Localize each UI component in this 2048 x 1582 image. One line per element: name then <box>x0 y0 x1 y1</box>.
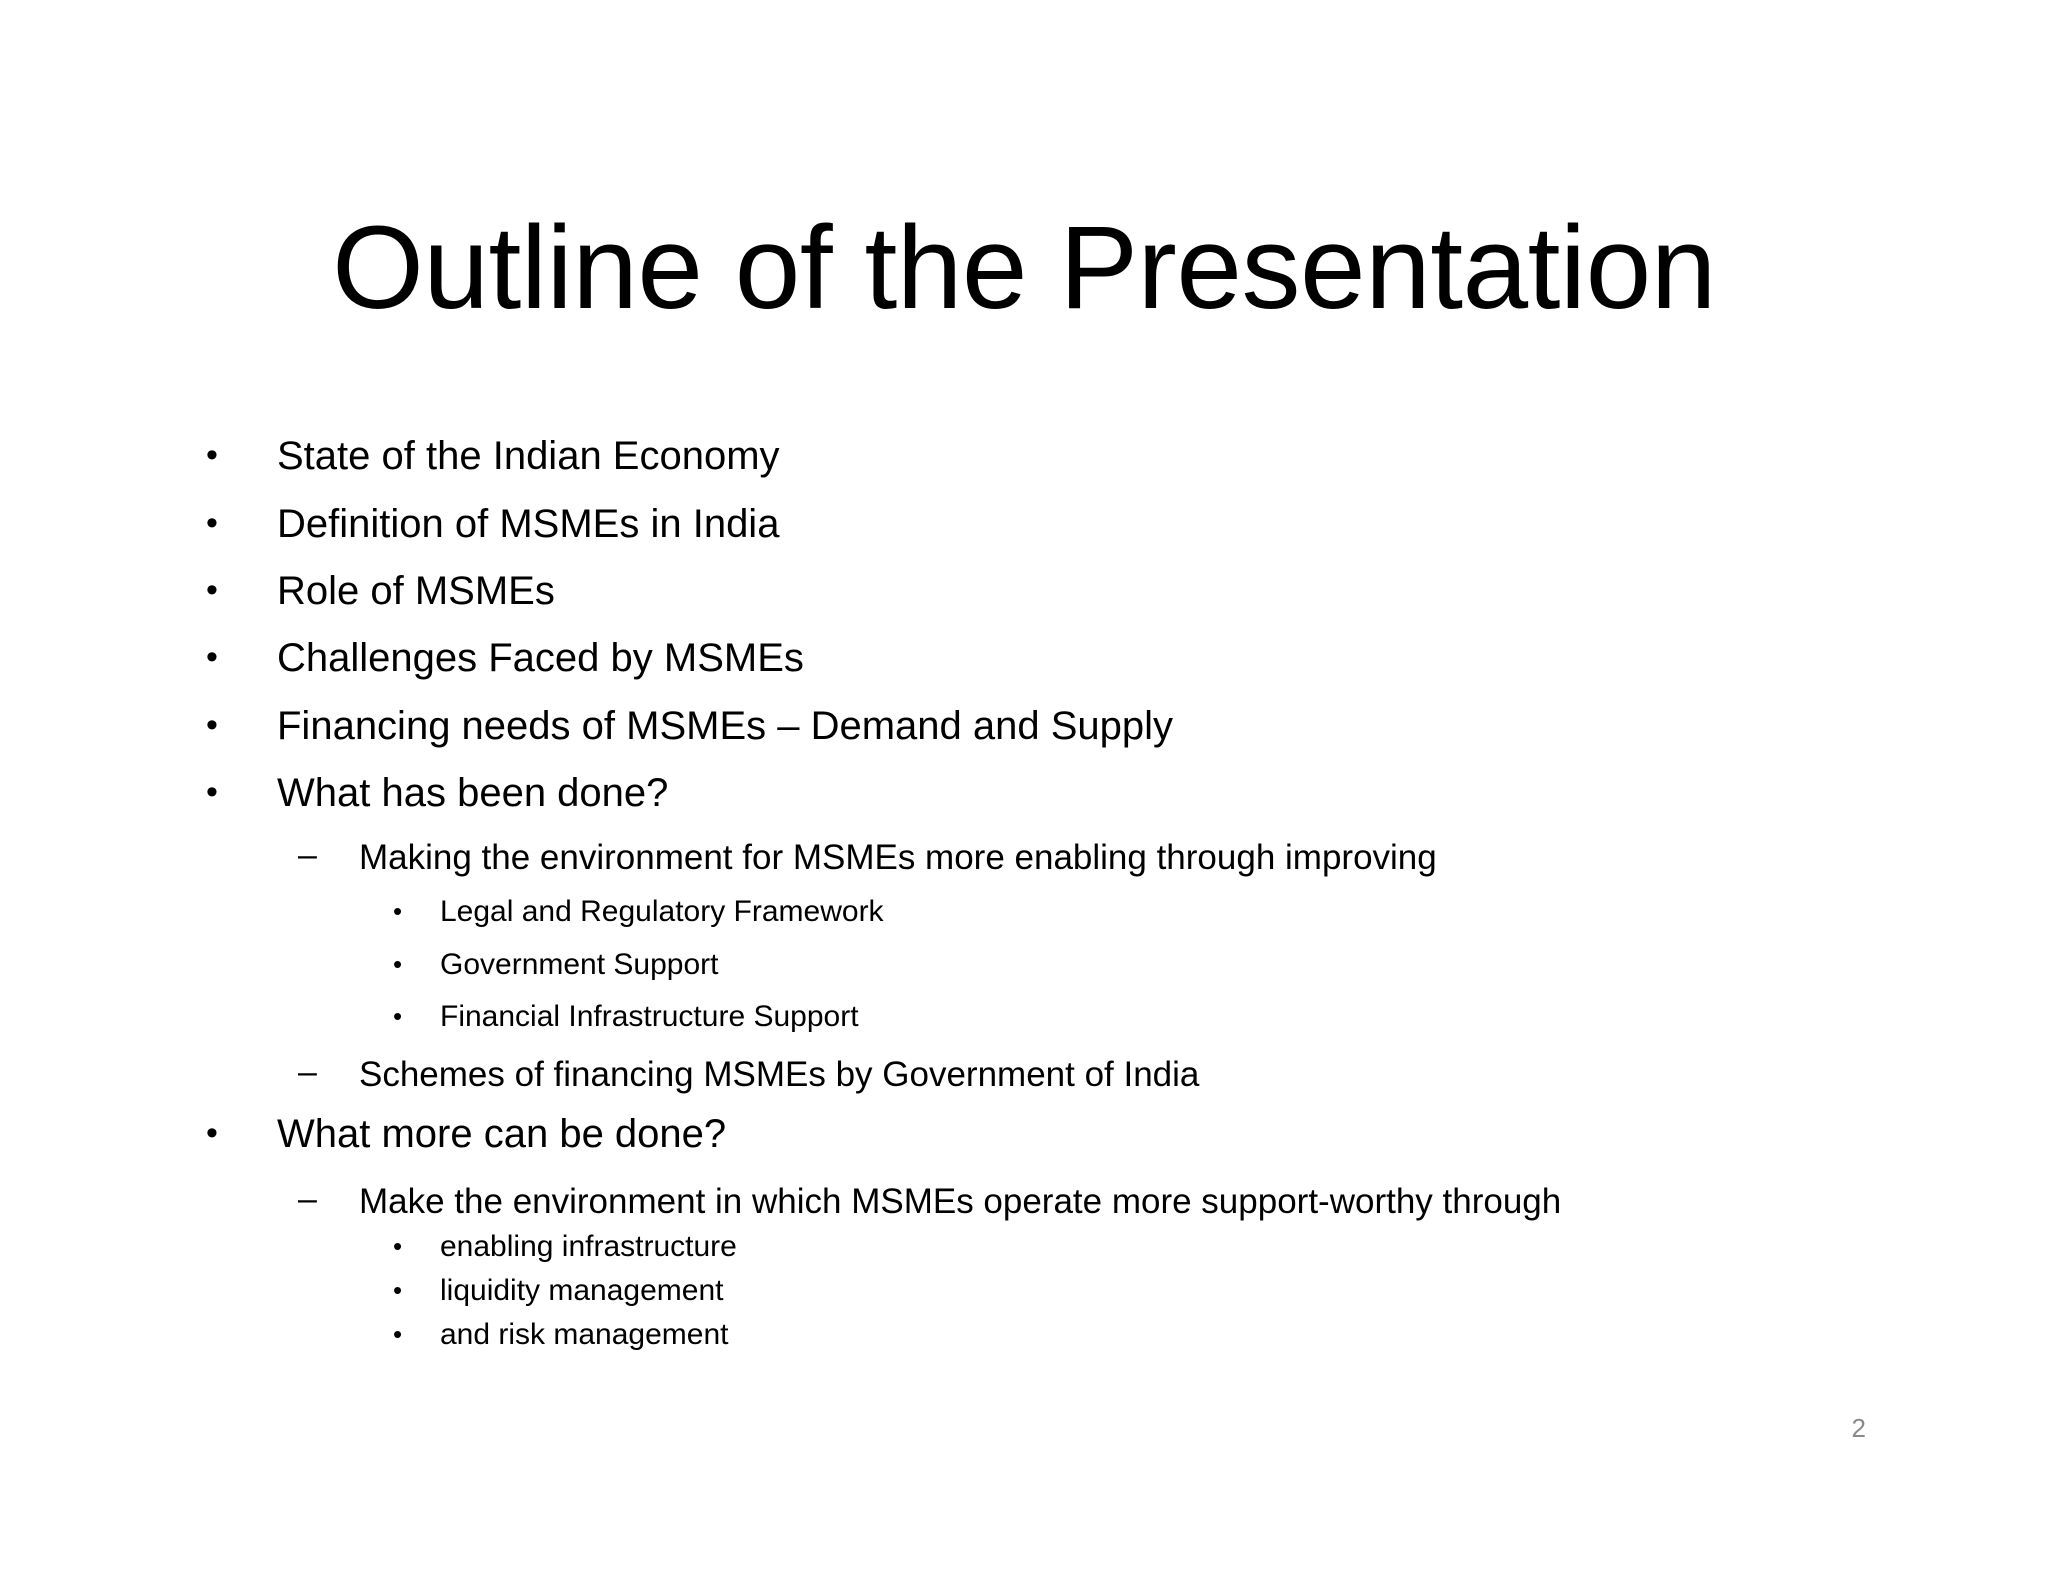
bullet-icon: • <box>206 571 218 609</box>
outline-subitem-text: Schemes of financing MSMEs by Government of India <box>359 1055 1200 1094</box>
outline-item-text: State of the Indian Economy <box>277 434 780 478</box>
dash-icon: – <box>298 1180 317 1218</box>
outline-subsubitem-text: enabling infrastructure <box>440 1230 737 1263</box>
bullet-icon: • <box>393 1275 403 1305</box>
outline-item-text: Challenges Faced by MSMEs <box>277 636 804 680</box>
outline-item-text: Definition of MSMEs in India <box>277 502 780 546</box>
outline-subsubitem-text: Government Support <box>440 948 719 981</box>
bullet-icon: • <box>206 706 218 744</box>
outline-subsubitem-text: Legal and Regulatory Framework <box>440 895 884 928</box>
outline-subsubitem-text: and risk management <box>440 1318 729 1351</box>
outline-subitem-text: Make the environment in which MSMEs operate more support-worthy through <box>359 1182 1562 1221</box>
dash-icon: – <box>298 1053 317 1091</box>
bullet-icon: • <box>206 1114 218 1152</box>
outline-item-text: What has been done? <box>277 771 669 815</box>
outline-item-text: Role of MSMEs <box>277 569 555 613</box>
page-number: 2 <box>1851 1413 1866 1443</box>
outline-subsubitem-text: Financial Infrastructure Support <box>440 1000 859 1033</box>
bullet-icon: • <box>206 638 218 676</box>
outline-subsubitem-text: liquidity management <box>440 1274 724 1307</box>
bullet-icon: • <box>206 773 218 811</box>
outline-subitem-text: Making the environment for MSMEs more enabling through improving <box>359 838 1437 877</box>
outline-item-text: What more can be done? <box>277 1112 727 1156</box>
bullet-icon: • <box>206 436 218 474</box>
dash-icon: – <box>298 836 317 874</box>
bullet-icon: • <box>393 1231 403 1261</box>
bullet-icon: • <box>393 949 403 979</box>
bullet-icon: • <box>393 896 403 926</box>
bullet-icon: • <box>393 1001 403 1031</box>
slide-title: Outline of the Presentation <box>332 202 1716 334</box>
bullet-icon: • <box>206 504 218 542</box>
bullet-icon: • <box>393 1319 403 1349</box>
outline-item-text: Financing needs of MSMEs – Demand and Supply <box>277 704 1174 748</box>
